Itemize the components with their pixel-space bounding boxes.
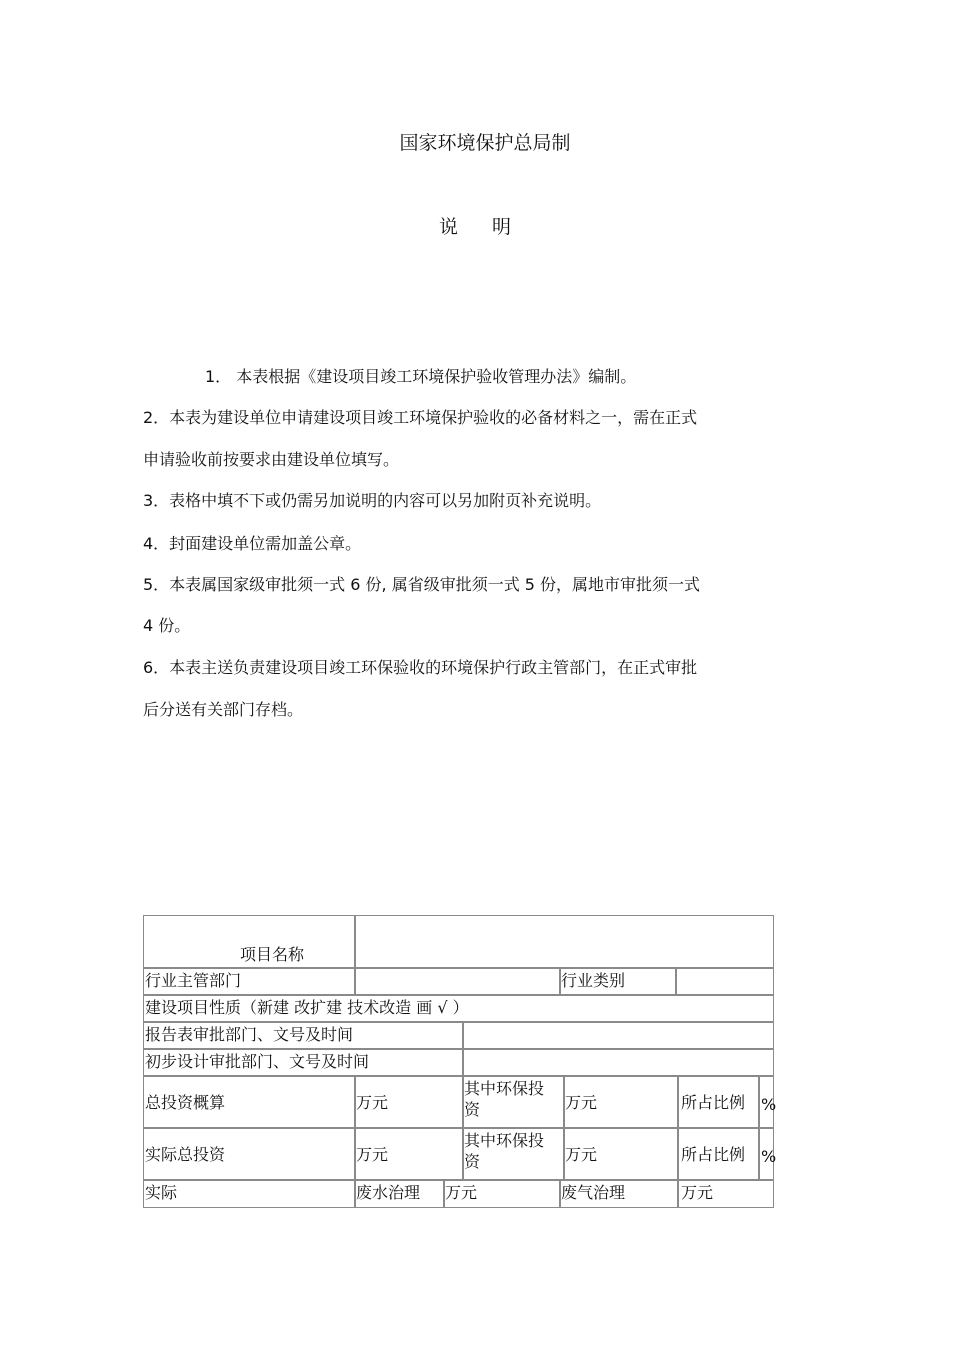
wastegas-label: 废气治理 [561, 1183, 626, 1202]
wastewater-label: 废水治理 [356, 1183, 421, 1202]
unit-wan-yuan: 万元 [445, 1183, 478, 1202]
env-invest-est-field[interactable] [563, 1075, 679, 1129]
unit-wan-yuan: 万元 [565, 1093, 598, 1112]
note-6-line-1: 6．本表主送负责建设项目竣工环保验收的环境保护行政主管部门，在正式审批 [143, 658, 698, 677]
notes-heading: 说 明 [438, 216, 526, 238]
prelim-approval-label: 初步设计审批部门、文号及时间 [145, 1052, 370, 1071]
ratio-label-cell [677, 1075, 760, 1129]
prelim-approval-field[interactable] [462, 1048, 774, 1077]
actual-label-cell [143, 1179, 356, 1208]
report-approval-label-cell [143, 1021, 464, 1050]
wastegas-label-cell [559, 1179, 679, 1208]
note-2-line-2: 申请验收前按要求由建设单位填写。 [143, 450, 400, 469]
note-6-line-2: 后分送有关部门存档。 [143, 700, 304, 719]
env-invest-label-cell [462, 1127, 565, 1181]
project-name-field[interactable] [354, 915, 774, 969]
percent-sign: % [761, 1095, 777, 1114]
ratio-label: 所占比例 [681, 1093, 746, 1112]
unit-wan-yuan: 万元 [356, 1145, 389, 1164]
unit-wan-yuan: 万元 [681, 1183, 714, 1202]
industry-dept-label: 行业主管部门 [145, 971, 242, 990]
ratio-label-cell [677, 1127, 760, 1181]
wastewater-field[interactable] [443, 1179, 561, 1208]
unit-wan-yuan: 万元 [565, 1145, 598, 1164]
report-approval-field[interactable] [462, 1021, 774, 1050]
total-invest-est-field[interactable] [354, 1075, 464, 1129]
total-invest-est-label: 总投资概算 [145, 1093, 226, 1112]
industry-type-field[interactable] [675, 967, 774, 996]
env-invest-label: 其中环保投资 [464, 1131, 545, 1171]
total-invest-est-label-cell [143, 1075, 356, 1129]
project-name-label: 项目名称 [240, 945, 305, 964]
note-4: 4．封面建设单位需加盖公章。 [143, 534, 362, 553]
note-5-line-1: 5．本表属国家级审批须一式 6 份, 属省级审批须一式 5 份，属地市审批须一式 [143, 575, 701, 594]
acceptance-form-table [143, 915, 777, 1210]
actual-total-invest-label: 实际总投资 [145, 1145, 226, 1164]
ratio-label: 所占比例 [681, 1145, 746, 1164]
actual-total-invest-field[interactable] [354, 1127, 464, 1181]
note-2-line-1: 2．本表为建设单位申请建设项目竣工环境保护验收的必备材料之一，需在正式 [143, 408, 698, 427]
env-invest-actual-field[interactable] [563, 1127, 679, 1181]
note-5-line-2: 4 份。 [143, 616, 191, 635]
ratio-actual-field[interactable] [758, 1127, 777, 1181]
industry-dept-field[interactable] [354, 967, 561, 996]
percent-sign: % [761, 1147, 777, 1166]
report-approval-label: 报告表审批部门、文号及时间 [145, 1025, 354, 1044]
note-1: 1． 本表根据《建设项目竣工环境保护验收管理办法》编制。 [205, 367, 637, 386]
project-nature-cell [143, 994, 774, 1023]
actual-label: 实际 [145, 1183, 178, 1202]
industry-type-label-cell [559, 967, 677, 996]
project-nature-label: 建设项目性质（新建 改扩建 技术改造 画 √ ） [145, 998, 469, 1017]
project-name-label-cell [143, 915, 356, 969]
unit-wan-yuan: 万元 [356, 1093, 389, 1112]
ratio-est-field[interactable] [758, 1075, 777, 1129]
env-invest-label: 其中环保投资 [464, 1079, 545, 1119]
env-invest-label-cell [462, 1075, 565, 1129]
industry-type-label: 行业类别 [561, 971, 626, 990]
org-title: 国家环境保护总局制 [399, 132, 571, 154]
prelim-approval-label-cell [143, 1048, 464, 1077]
wastegas-field[interactable] [677, 1179, 774, 1208]
actual-total-invest-label-cell [143, 1127, 356, 1181]
note-3: 3．表格中填不下或仍需另加说明的内容可以另加附页补充说明。 [143, 491, 602, 510]
industry-dept-label-cell [143, 967, 356, 996]
wastewater-label-cell [354, 1179, 445, 1208]
